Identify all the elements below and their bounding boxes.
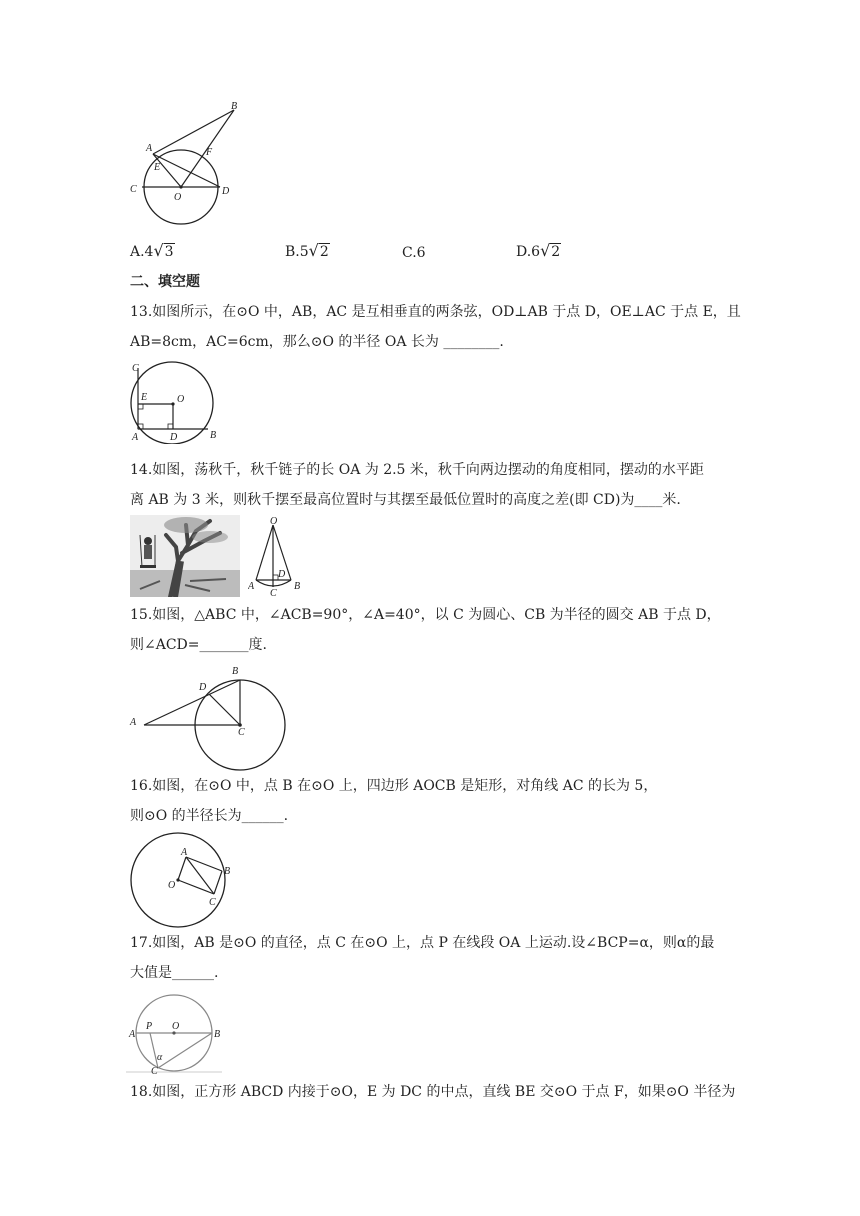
q13-figure — [126, 360, 226, 444]
q12-label-a: A — [146, 143, 153, 154]
q16-line2: 则⊙O 的半径长为______. — [130, 808, 289, 824]
q17-label-p: P — [146, 1021, 153, 1032]
q12-option-b-label: B.5 — [285, 244, 309, 260]
section-title: 二、填空题 — [130, 274, 200, 290]
q17-label-a: A — [129, 1029, 136, 1040]
q15-figure — [126, 662, 290, 772]
q13-line2: AB=8cm，AC=6cm，那么⊙O 的半径 OA 长为 ________. — [130, 334, 504, 350]
q12-label-e: E — [154, 162, 161, 173]
swing-photo — [130, 515, 240, 597]
q12-option-a-label: A.4 — [130, 244, 154, 260]
q12-option-c-label: C.6 — [402, 245, 426, 261]
q14-label-o: O — [270, 517, 278, 527]
q15-label-b: B — [232, 666, 239, 677]
q17-label-o: O — [172, 1021, 180, 1032]
q12-label-o: O — [174, 192, 182, 203]
q17-line2: 大值是______. — [130, 965, 219, 981]
sqrt-symbol: √2 — [308, 241, 329, 260]
q12-option-c — [402, 243, 426, 263]
q12-label-d: D — [222, 186, 230, 197]
q15-line2: 则∠ACD=_______度. — [130, 637, 267, 653]
q12-option-b — [285, 241, 330, 262]
q13-label-o: O — [177, 394, 185, 405]
q12-option-a — [130, 241, 175, 262]
q15-label-d: D — [199, 682, 207, 693]
q14-label-b: B — [294, 581, 301, 592]
q12-label-b: B — [231, 101, 238, 112]
q15-label-a: A — [130, 717, 137, 728]
q14-figure — [248, 517, 318, 597]
q18-line1: 18.如图，正方形 ABCD 内接于⊙O，E 为 DC 的中点，直线 BE 交⊙O 于点 F，如果⊙O 半径为 — [130, 1084, 736, 1100]
q16-label-a: A — [181, 847, 188, 858]
q14-label-a: A — [248, 581, 255, 592]
sqrt-symbol: √3 — [153, 241, 174, 260]
q15-line1: 15.如图，△ABC 中，∠ACB=90°，∠A=40°，以 C 为圆心、CB 为半径的圆交 AB 于点 D， — [130, 607, 721, 623]
q12-label-c: C — [130, 184, 137, 195]
q16-line1: 16.如图，在⊙O 中，点 B 在⊙O 上，四边形 AOCB 是矩形，对角线 AC 的长为 5， — [130, 778, 658, 794]
q13-label-b: B — [210, 430, 217, 441]
q15-label-c: C — [238, 727, 245, 738]
q17-label-b: B — [214, 1029, 221, 1040]
q13-label-a: A — [132, 432, 139, 443]
q12-label-f: F — [206, 147, 213, 158]
q17-line1: 17.如图，AB 是⊙O 的直径，点 C 在⊙O 上，点 P 在线段 OA 上运动.设∠BCP=α，则α的最 — [130, 935, 715, 951]
q16-label-c: C — [209, 897, 216, 908]
q14-label-d: D — [278, 569, 286, 580]
q17-label-alpha: α — [157, 1052, 163, 1063]
q14-line1: 14.如图，荡秋千，秋千链子的长 OA 为 2.5 米，秋千向两边摆动的角度相同，摆动的水平距 — [130, 462, 704, 478]
q13-label-e: E — [141, 392, 148, 403]
q16-label-o: O — [168, 880, 176, 891]
q14-label-c: C — [270, 588, 277, 597]
q13-label-c: C — [132, 363, 139, 374]
q16-label-b: B — [224, 866, 231, 877]
q17-figure — [126, 992, 226, 1074]
sqrt-symbol: √2 — [540, 241, 561, 260]
q12-option-d-label: D.6 — [516, 244, 541, 260]
q16-figure — [126, 831, 246, 929]
q12-figure — [124, 98, 254, 232]
q14-line2: 离 AB 为 3 米，则秋千摆至最高位置时与其摆至最低位置时的高度之差(即 CD)为____米. — [130, 492, 681, 508]
q12-option-d — [516, 241, 561, 262]
q17-label-c: C — [151, 1066, 158, 1074]
q13-line1: 13.如图所示，在⊙O 中，AB，AC 是互相垂直的两条弦，OD⊥AB 于点 D，OE⊥AC 于点 E，且 — [130, 304, 741, 320]
q13-label-d: D — [170, 432, 178, 443]
